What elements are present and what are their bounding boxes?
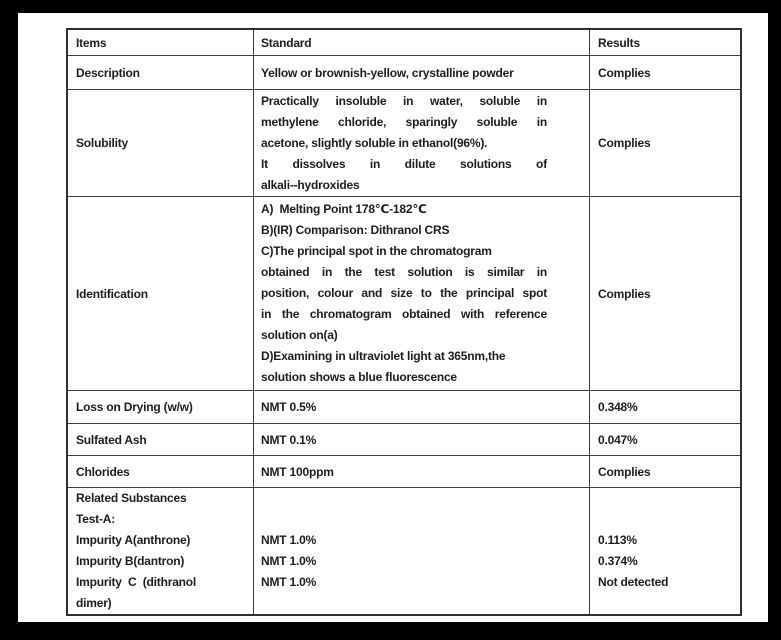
standard-text: Yellow or brownish-yellow, crystalline powder [261, 65, 514, 80]
text-line: 0.374% [598, 554, 638, 568]
text-line: obtained in the test solution is similar in [261, 265, 547, 279]
result-text: Complies [598, 464, 651, 479]
text-line: NMT 1.0% [261, 575, 317, 589]
text-line: NMT 1.0% [261, 533, 317, 547]
text-line [261, 509, 547, 530]
table-row-loss-on-drying [68, 391, 740, 424]
header-standard [254, 30, 590, 55]
item-label: Loss on Drying (w/w) [76, 400, 193, 414]
item-label: Identification [76, 286, 148, 301]
cell-standard [254, 56, 590, 89]
cell-item [68, 424, 254, 455]
item-label: Sulfated Ash [76, 432, 147, 447]
text-line: 0.113% [598, 533, 637, 547]
cell-result [590, 56, 740, 89]
text-line: A) Melting Point 178℃-182℃ [261, 202, 427, 216]
header-standard-label: Standard [261, 35, 312, 50]
item-label: Solubility [76, 136, 129, 150]
text-line [261, 488, 547, 509]
item-label: Chlorides [76, 464, 130, 479]
cell-result [590, 488, 740, 614]
text-line: Test-A: [76, 512, 116, 526]
header-items [68, 30, 254, 55]
text-line: C)The principal spot in the chromatogram [261, 244, 492, 258]
result-text: Complies [598, 286, 651, 301]
cell-item [68, 197, 254, 390]
table-row-identification [68, 197, 740, 391]
standard-text: NMT 0.1% [261, 432, 317, 447]
header-results-label: Results [598, 35, 640, 50]
text-line: position, colour and size to the principal spot [261, 286, 547, 300]
cell-item [68, 391, 254, 423]
text-line [261, 593, 547, 614]
specification-table [66, 28, 742, 616]
text-line: B)(IR) Comparison: Dithranol CRS [261, 223, 450, 237]
table-row-sulfated-ash [68, 424, 740, 456]
text-line: alkali--hydroxides [261, 177, 360, 192]
text-line: Practically insoluble in water, soluble in [261, 93, 547, 108]
cell-item [68, 456, 254, 487]
document-page [18, 13, 768, 622]
cell-standard [254, 456, 590, 487]
table-row-solubility [68, 90, 740, 197]
cell-standard [254, 197, 590, 390]
cell-result [590, 424, 740, 455]
table-row-chlorides [68, 456, 740, 488]
text-line: dimer) [76, 596, 112, 610]
header-items-label: Items [76, 35, 107, 50]
cell-standard [254, 488, 590, 614]
cell-result [590, 456, 740, 487]
cell-standard [254, 424, 590, 455]
text-line: in the chromatogram obtained with reference [261, 307, 547, 321]
text-line: D)Examining in ultraviolet light at 365nm,the [261, 349, 506, 363]
standard-text: NMT 0.5% [261, 400, 317, 414]
cell-item [68, 90, 254, 196]
text-line: acetone, slightly soluble in ethanol(96%). [261, 135, 488, 150]
text-line [598, 488, 732, 509]
cell-result [590, 391, 740, 423]
result-text: 0.047% [598, 432, 638, 447]
text-line: It dissolves in dilute solutions of [261, 156, 547, 171]
text-line [598, 593, 732, 614]
table-row-description [68, 56, 740, 90]
text-line: Related Substances [76, 491, 187, 505]
text-line: solution on(a) [261, 328, 338, 342]
text-line: Impurity C (dithranol [76, 575, 197, 589]
text-line: Impurity A(anthrone) [76, 533, 191, 547]
cell-standard [254, 391, 590, 423]
result-text: Complies [598, 136, 651, 150]
text-line: solution shows a blue fluorescence [261, 370, 457, 384]
text-line: methylene chloride, sparingly soluble in [261, 114, 547, 129]
cell-standard [254, 90, 590, 196]
text-line: Impurity B(dantron) [76, 554, 185, 568]
cell-item [68, 56, 254, 89]
standard-text: NMT 100ppm [261, 464, 334, 479]
text-line [598, 509, 732, 530]
table-header-row [68, 30, 740, 56]
cell-item [68, 488, 254, 614]
item-label: Description [76, 65, 140, 80]
header-results [590, 30, 740, 55]
text-line: NMT 1.0% [261, 554, 317, 568]
result-text: 0.348% [598, 400, 638, 414]
cell-result [590, 90, 740, 196]
text-line: Not detected [598, 575, 669, 589]
cell-result [590, 197, 740, 390]
table-row-related-substances [68, 488, 740, 614]
result-text: Complies [598, 65, 651, 80]
